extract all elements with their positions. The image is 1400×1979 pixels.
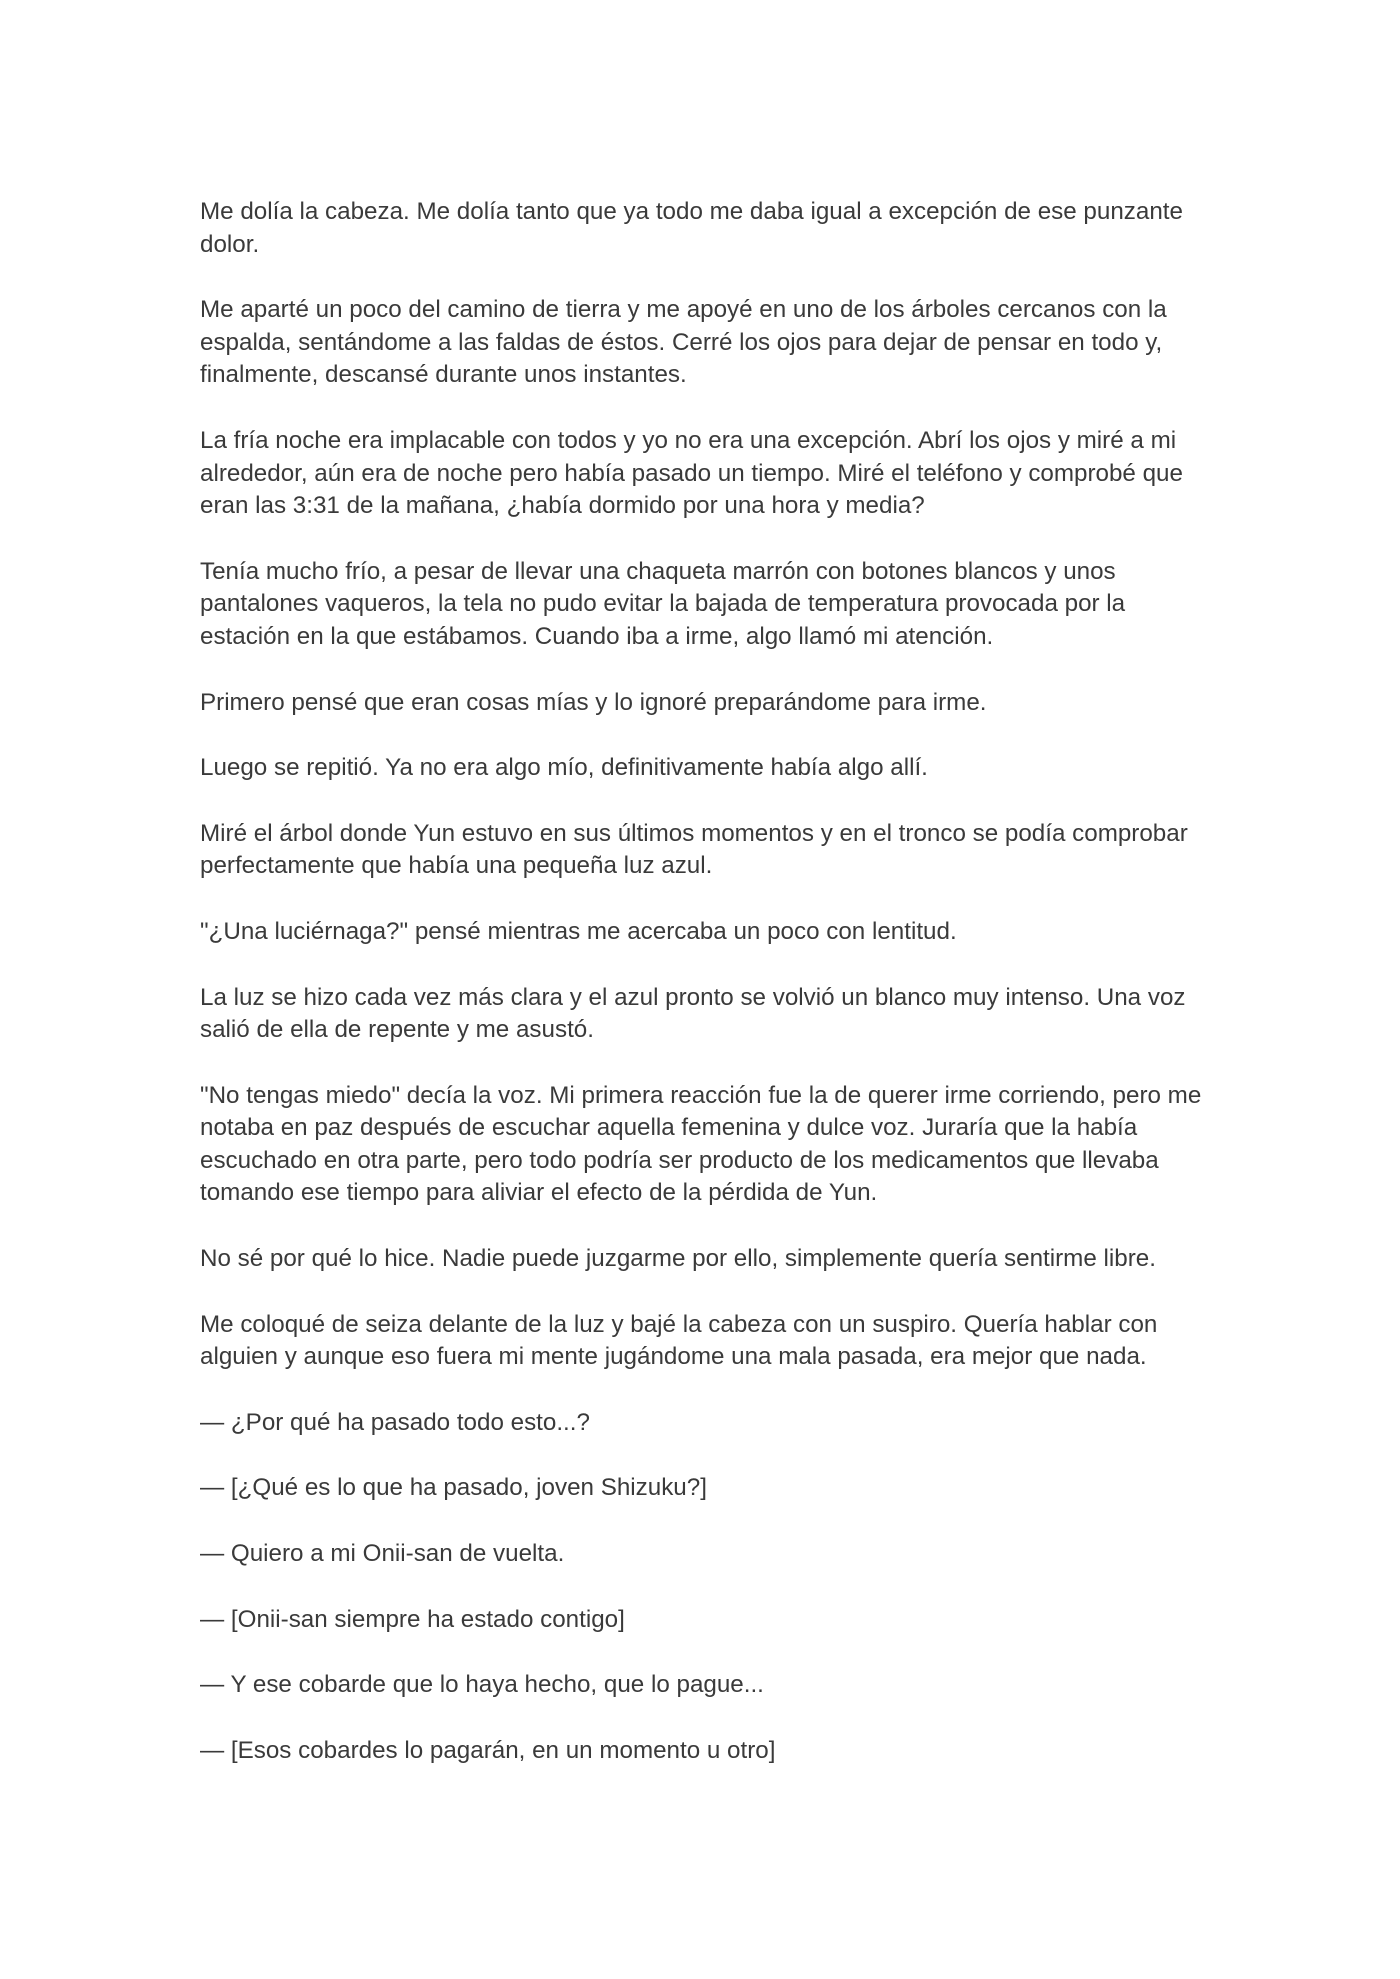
dialogue-line-5: — Y ese cobarde que lo haya hecho, que lo pague... — [200, 1671, 764, 1699]
paragraph-8: "¿Una luciérnaga?" pensé mientras me acercaba un poco con lentitud. — [200, 917, 957, 945]
paragraph-12: Me coloqué de seiza delante de la luz y bajé la cabeza con un suspiro. Quería hablar con alguien y aunque eso fuera mi mente jugándome una mala pasada, era mejor que nada. — [200, 1310, 1158, 1371]
paragraph-5: Primero pensé que eran cosas mías y lo ignoré preparándome para irme. — [200, 688, 987, 716]
paragraph-4: Tenía mucho frío, a pesar de llevar una chaqueta marrón con botones blancos y unos pantalones vaqueros, la tela no pudo evitar la bajada de temperatura provocada por la estación en la que estábamos. Cuando iba a irme, algo llamó mi atención. — [200, 557, 1126, 650]
paragraph-1: Me dolía la cabeza. Me dolía tanto que ya todo me daba igual a excepción de ese punzante dolor. — [200, 198, 1183, 258]
dialogue-line-1: — ¿Por qué ha pasado todo esto...? — [200, 1408, 590, 1436]
paragraph-3: La fría noche era implacable con todos y yo no era una excepción. Abrí los ojos y miré a mi alrededor, aún era de noche pero había pasado un tiempo. Miré el teléfono y comprobé que eran las 3:31 de la mañana, ¿había dormido por una hora y media? — [200, 426, 1183, 520]
paragraph-2: Me aparté un poco del camino de tierra y me apoyé en uno de los árboles cercanos con la espalda, sentándome a las faldas de éstos. Cerré los ojos para dejar de pensar en todo y, finalmente, descansé durante unos instantes. — [200, 296, 1167, 389]
dialogue-line-3: — Quiero a mi Onii-san de vuelta. — [200, 1540, 565, 1568]
dialogue-line-6: — [Esos cobardes lo pagarán, en un momento u otro] — [200, 1736, 776, 1764]
paragraph-11: No sé por qué lo hice. Nadie puede juzgarme por ello, simplemente quería sentirme libre. — [200, 1245, 1156, 1273]
paragraph-7: Miré el árbol donde Yun estuvo en sus últimos momentos y en el tronco se podía comprobar perfectamente que había una pequeña luz azul. — [200, 819, 1188, 880]
dialogue-line-4: — [Onii-san siempre ha estado contigo] — [200, 1605, 625, 1633]
paragraph-9: La luz se hizo cada vez más clara y el azul pronto se volvió un blanco muy intenso. Una voz salió de ella de repente y me asustó. — [200, 983, 1186, 1044]
dialogue-line-2: — [¿Qué es lo que ha pasado, joven Shizuku?] — [200, 1474, 707, 1502]
document-body — [200, 196, 1210, 1800]
paragraph-6: Luego se repitió. Ya no era algo mío, definitivamente había algo allí. — [200, 754, 928, 782]
paragraph-10: "No tengas miedo" decía la voz. Mi primera reacción fue la de querer irme corriendo, pero me notaba en paz después de escuchar aquella femenina y dulce voz. Juraría que la había escuchado en otra parte, pero todo podría ser producto de los medicamentos que llevaba tomando ese tiempo para aliviar el efecto de la pérdida de Yun. — [200, 1081, 1202, 1207]
